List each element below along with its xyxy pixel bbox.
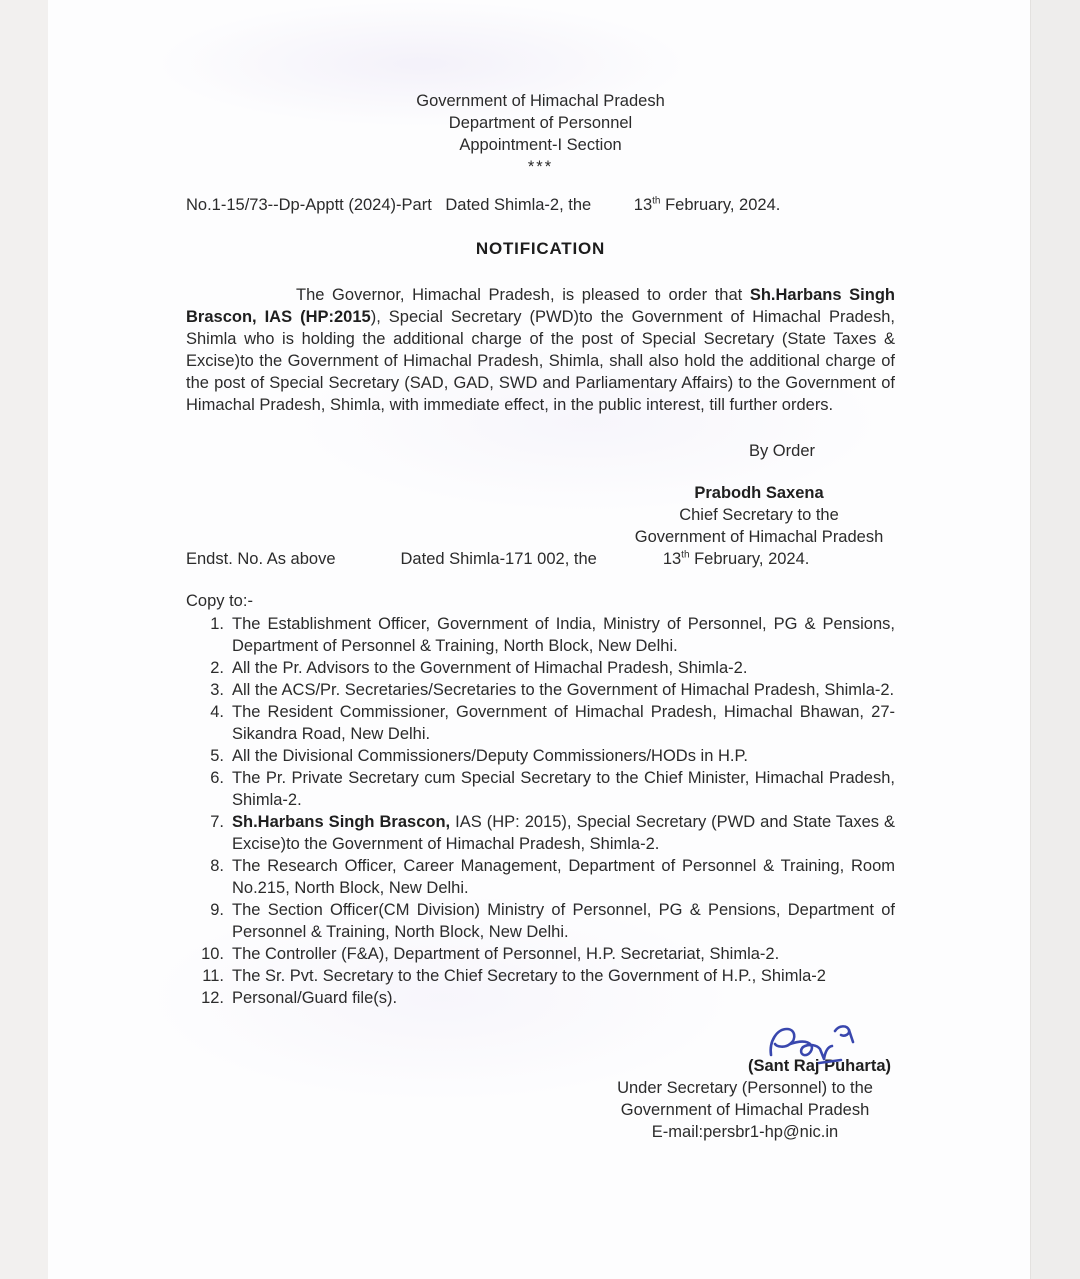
copy-item-number: 7. xyxy=(210,813,224,831)
endorsement-dated-label: Dated Shimla-171 002, the xyxy=(400,550,597,568)
copy-list-item xyxy=(186,855,895,899)
copy-to-label: Copy to:- xyxy=(186,592,253,610)
endorsement-number: Endst. No. As above xyxy=(186,550,336,568)
copy-list-item xyxy=(186,899,895,943)
letterhead-government-line: Government of Himachal Pradesh xyxy=(416,92,665,110)
notification-title: NOTIFICATION xyxy=(475,239,606,258)
copy-item-text: All the Divisional Commissioners/Deputy Commissioners/HODs in H.P. xyxy=(232,747,748,765)
copy-item-number: 1. xyxy=(210,615,224,633)
copy-list-item xyxy=(186,701,895,745)
scan-margin-left xyxy=(0,0,48,1279)
reference-date xyxy=(634,196,781,214)
signatory1-name: Prabodh Saxena xyxy=(694,484,824,502)
copy-item-text: Personal/Guard file(s). xyxy=(232,989,398,1007)
copy-item-number: 10. xyxy=(201,945,224,963)
copy-list-item xyxy=(186,657,895,679)
date-ordinal: th xyxy=(681,549,690,561)
notification-body-paragraph xyxy=(186,284,895,416)
copy-item-number: 5. xyxy=(210,747,224,765)
copy-list xyxy=(186,613,895,1009)
letterhead-separator: *** xyxy=(527,158,554,176)
reference-line xyxy=(186,194,895,216)
copy-list-item xyxy=(186,679,895,701)
signatory-block-under-secretary xyxy=(595,1019,895,1143)
date-day: 13 xyxy=(662,550,682,568)
copy-item-text: The Research Officer, Career Management, Department of Personnel & Training, Room No.215, North Block, New Delhi. xyxy=(232,857,895,897)
copy-list-item xyxy=(186,613,895,657)
copy-item-number: 6. xyxy=(210,769,224,787)
signatory1-designation-line: Government of Himachal Pradesh xyxy=(634,528,884,546)
document-page xyxy=(48,0,1031,1279)
signatory2-name: (Sant Raj Puharta) xyxy=(747,1057,891,1075)
letterhead-section-line: Appointment-I Section xyxy=(459,136,622,154)
document-content xyxy=(48,0,1031,1143)
copy-item-bold-name: Sh.Harbans Singh Brascon, xyxy=(232,813,451,831)
copy-item-number: 12. xyxy=(201,989,224,1007)
copy-item-text: The Establishment Officer, Government of India, Ministry of Personnel, PG & Pensions, Department of Personnel & Training, North Block, New Delhi. xyxy=(232,615,895,655)
signatory2-designation-line: Government of Himachal Pradesh xyxy=(620,1101,870,1119)
copy-item-text: The Section Officer(CM Division) Ministry of Personnel, PG & Pensions, Department of Personnel & Training, North Block, New Delhi. xyxy=(232,901,895,941)
signature-icon xyxy=(761,1019,861,1071)
signatory-block-chief-secretary xyxy=(623,482,895,548)
officer-name-bold: Sh.Harbans Singh Brascon, IAS (HP:2015 xyxy=(186,286,895,326)
file-number: No.1-15/73--Dp-Apptt (2024)-Part xyxy=(186,196,432,214)
copy-list-item xyxy=(186,811,895,855)
signatory1-designation-line: Chief Secretary to the xyxy=(679,506,839,524)
by-order-line: By Order xyxy=(748,442,815,460)
copy-list-item xyxy=(186,745,895,767)
body-text-lead: The Governor, Himachal Pradesh, is pleased to order that xyxy=(296,286,750,304)
copy-item-text: The Pr. Private Secretary cum Special Secretary to the Chief Minister, Himachal Pradesh, Shimla-2. xyxy=(232,769,895,809)
date-rest: February, 2024. xyxy=(660,196,781,214)
copy-item-text: Sh.Harbans Singh Brascon, IAS (HP: 2015), Special Secretary (PWD and State Taxes & Excise)to the Government of Himachal Pradesh, Shimla-2. xyxy=(232,813,896,853)
date-day: 13 xyxy=(633,196,653,214)
copy-item-number: 2. xyxy=(210,659,224,677)
copy-item-text: The Sr. Pvt. Secretary to the Chief Secretary to the Government of H.P., Shimla-2 xyxy=(232,967,826,985)
copy-list-item xyxy=(186,767,895,811)
copy-list-item xyxy=(186,965,895,987)
copy-list-item xyxy=(186,943,895,965)
date-rest: February, 2024. xyxy=(689,550,810,568)
body-text-rest: ), Special Secretary (PWD)to the Government of Himachal Pradesh, Shimla who is holding the additional charge of the post of Special Secretary (State Taxes & Excise)to the Government of Himachal Pradesh, Shimla, shall also hold the additional charge of the post of Special Secretary (SAD, GAD, SWD and Parliamentary Affairs) to the Government of Himachal Pradesh, Shimla, with immediate effect, in the public interest, till further orders. xyxy=(186,308,895,414)
dated-place-label: Dated Shimla-2, the xyxy=(445,196,592,214)
endorsement-date xyxy=(663,548,810,570)
copy-list-item xyxy=(186,987,895,1009)
copy-item-text: All the ACS/Pr. Secretaries/Secretaries to the Government of Himachal Pradesh, Shimla-2. xyxy=(232,681,895,699)
copy-item-number: 9. xyxy=(210,901,224,919)
copy-item-number: 11. xyxy=(202,967,224,985)
endorsement-line xyxy=(186,548,895,570)
date-ordinal: th xyxy=(652,195,661,207)
signatory2-email: E-mail:persbr1-hp@nic.in xyxy=(651,1123,839,1141)
copy-item-text: The Controller (F&A), Department of Personnel, H.P. Secretariat, Shimla-2. xyxy=(232,945,780,963)
copy-item-text: The Resident Commissioner, Government of Himachal Pradesh, Himachal Bhawan, 27-Sikandra Road, New Delhi. xyxy=(232,703,895,743)
copy-item-text: All the Pr. Advisors to the Government of Himachal Pradesh, Shimla-2. xyxy=(232,659,748,677)
copy-item-number: 4. xyxy=(210,703,224,721)
copy-item-number: 3. xyxy=(210,681,224,699)
signatory2-designation-line: Under Secretary (Personnel) to the xyxy=(617,1079,873,1097)
letterhead xyxy=(186,90,895,178)
letterhead-department-line: Department of Personnel xyxy=(448,114,633,132)
scan-margin-right xyxy=(1030,0,1080,1279)
copy-item-number: 8. xyxy=(210,857,224,875)
